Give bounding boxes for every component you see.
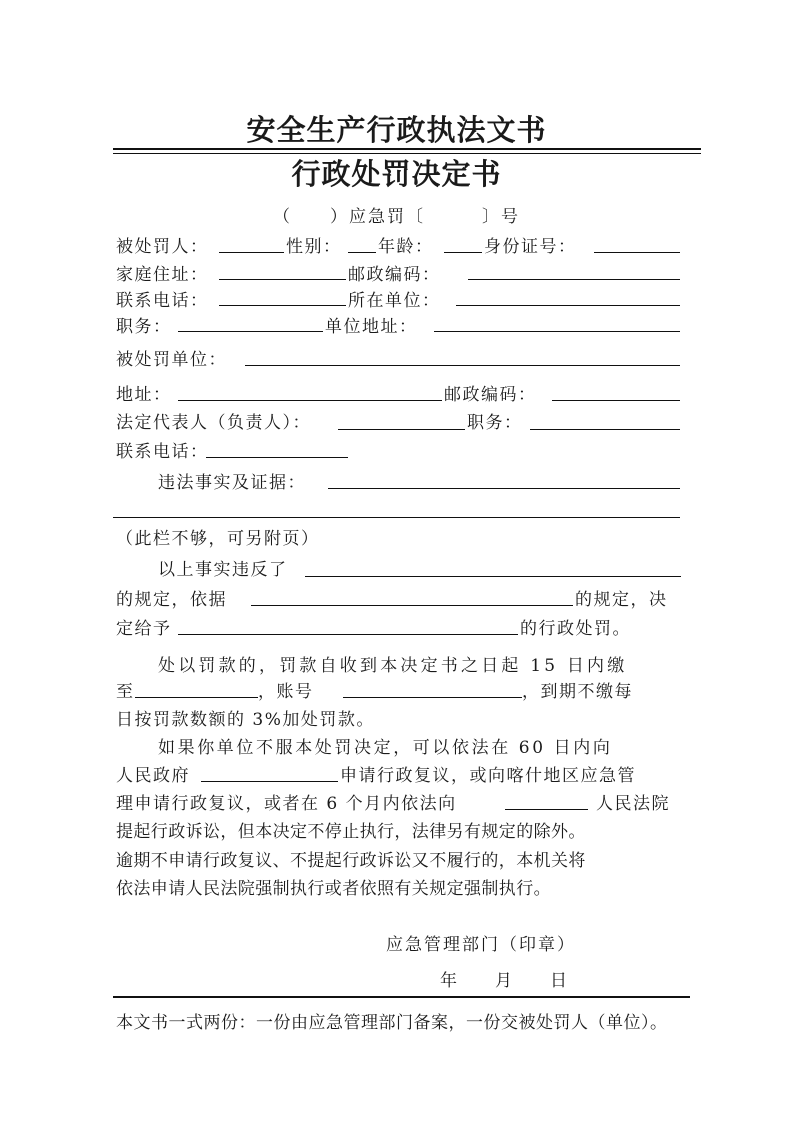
phone-field[interactable] xyxy=(219,305,346,306)
given-prefix: 定给予 xyxy=(116,619,172,639)
account-label: ，账号 xyxy=(258,682,314,702)
government-field[interactable] xyxy=(201,781,338,782)
penalty-field[interactable] xyxy=(178,634,518,635)
gender-label: 性别： xyxy=(286,237,342,257)
basis-regulation-field[interactable] xyxy=(251,605,573,606)
rule-prefix: 的规定，依据 xyxy=(116,590,227,610)
rule-suffix: 的规定，决 xyxy=(575,590,668,610)
id-number-label: 身份证号： xyxy=(484,237,577,257)
date-day: 日 xyxy=(550,971,569,991)
phone-label: 联系电话： xyxy=(116,291,209,311)
appeal-gov-suffix: 申请行政复议，或向喀什地区应急管 xyxy=(340,766,636,786)
appeal-line1: 如果你单位不服本处罚决定，可以依法在 60 日内向 xyxy=(158,738,613,758)
unit-phone-label: 联系电话： xyxy=(116,442,209,462)
legal-rep-field[interactable] xyxy=(338,429,465,430)
header-rule-thick xyxy=(113,148,701,150)
postcode-field[interactable] xyxy=(468,279,680,280)
footer-note: 本文书一式两份：一份由应急管理部门备案，一份交被处罚人（单位）。 xyxy=(116,1013,668,1033)
facts-evidence-field-line2[interactable] xyxy=(113,517,680,518)
fine-paragraph-line3: 日按罚款数额的 3%加处罚款。 xyxy=(116,710,375,730)
payee-field[interactable] xyxy=(135,697,258,698)
unit-postcode-field[interactable] xyxy=(552,400,680,401)
employer-address-label: 单位地址： xyxy=(325,317,418,337)
facts-evidence-field[interactable] xyxy=(328,488,680,489)
punished-unit-field[interactable] xyxy=(245,365,680,366)
footer-rule xyxy=(113,996,690,998)
gender-field[interactable] xyxy=(348,252,376,253)
legal-rep-label: 法定代表人（负责人）： xyxy=(116,413,311,433)
overdue-text: ，到期不缴每 xyxy=(522,682,633,702)
appeal-court-suffix: 人民法院 xyxy=(596,794,670,814)
document-number: （ ）应急罚〔 〕号 xyxy=(273,207,520,227)
appeal-line6: 依法申请人民法院强制执行或者依照有关规定强制执行。 xyxy=(116,879,551,899)
date-year: 年 xyxy=(440,971,459,991)
unit-phone-field[interactable] xyxy=(206,457,348,458)
home-address-label: 家庭住址： xyxy=(116,265,209,285)
unit-address-label: 地址： xyxy=(116,385,172,405)
employer-address-field[interactable] xyxy=(434,331,680,332)
appeal-line5: 逾期不申请行政复议、不提起行政诉讼又不履行的，本机关将 xyxy=(116,851,586,871)
home-address-field[interactable] xyxy=(219,279,346,280)
punished-person-field[interactable] xyxy=(219,252,284,253)
document-series-title: 安全生产行政执法文书 xyxy=(246,113,547,147)
age-label: 年龄： xyxy=(378,237,434,257)
id-number-field[interactable] xyxy=(594,252,680,253)
unit-address-field[interactable] xyxy=(178,400,442,401)
appeal-gov-prefix: 人民政府 xyxy=(116,766,190,786)
court-field[interactable] xyxy=(505,809,588,810)
violated-prefix: 以上事实违反了 xyxy=(158,560,288,580)
department-seal: 应急管理部门（印章） xyxy=(386,935,576,955)
employer-field[interactable] xyxy=(456,305,680,306)
violated-regulation-field[interactable] xyxy=(305,576,681,577)
appeal-line4: 提起行政诉讼，但本决定不停止执行，法律另有规定的除外。 xyxy=(116,822,586,842)
legal-rep-position-field[interactable] xyxy=(530,429,680,430)
legal-rep-position-label: 职务： xyxy=(467,413,523,433)
facts-evidence-label: 违法事实及证据： xyxy=(158,473,306,493)
document-title: 行政处罚决定书 xyxy=(291,157,502,191)
fine-paragraph-line1: 处以罚款的，罚款自收到本决定书之日起 15 日内缴 xyxy=(158,656,628,676)
position-label: 职务： xyxy=(116,317,172,337)
age-field[interactable] xyxy=(444,252,482,253)
account-number-field[interactable] xyxy=(343,697,522,698)
pay-to-prefix: 至 xyxy=(116,682,135,702)
employer-label: 所在单位： xyxy=(348,291,441,311)
punished-unit-label: 被处罚单位： xyxy=(116,350,227,370)
appeal-court-prefix: 理申请行政复议，或者在 6 个月内依法向 xyxy=(116,794,457,814)
postcode-label: 邮政编码： xyxy=(348,265,441,285)
unit-postcode-label: 邮政编码： xyxy=(444,385,537,405)
punished-person-label: 被处罚人： xyxy=(116,237,209,257)
date-month: 月 xyxy=(495,971,514,991)
given-suffix: 的行政处罚。 xyxy=(520,619,631,639)
position-field[interactable] xyxy=(178,331,323,332)
facts-note: （此栏不够，可另附页） xyxy=(116,529,320,549)
